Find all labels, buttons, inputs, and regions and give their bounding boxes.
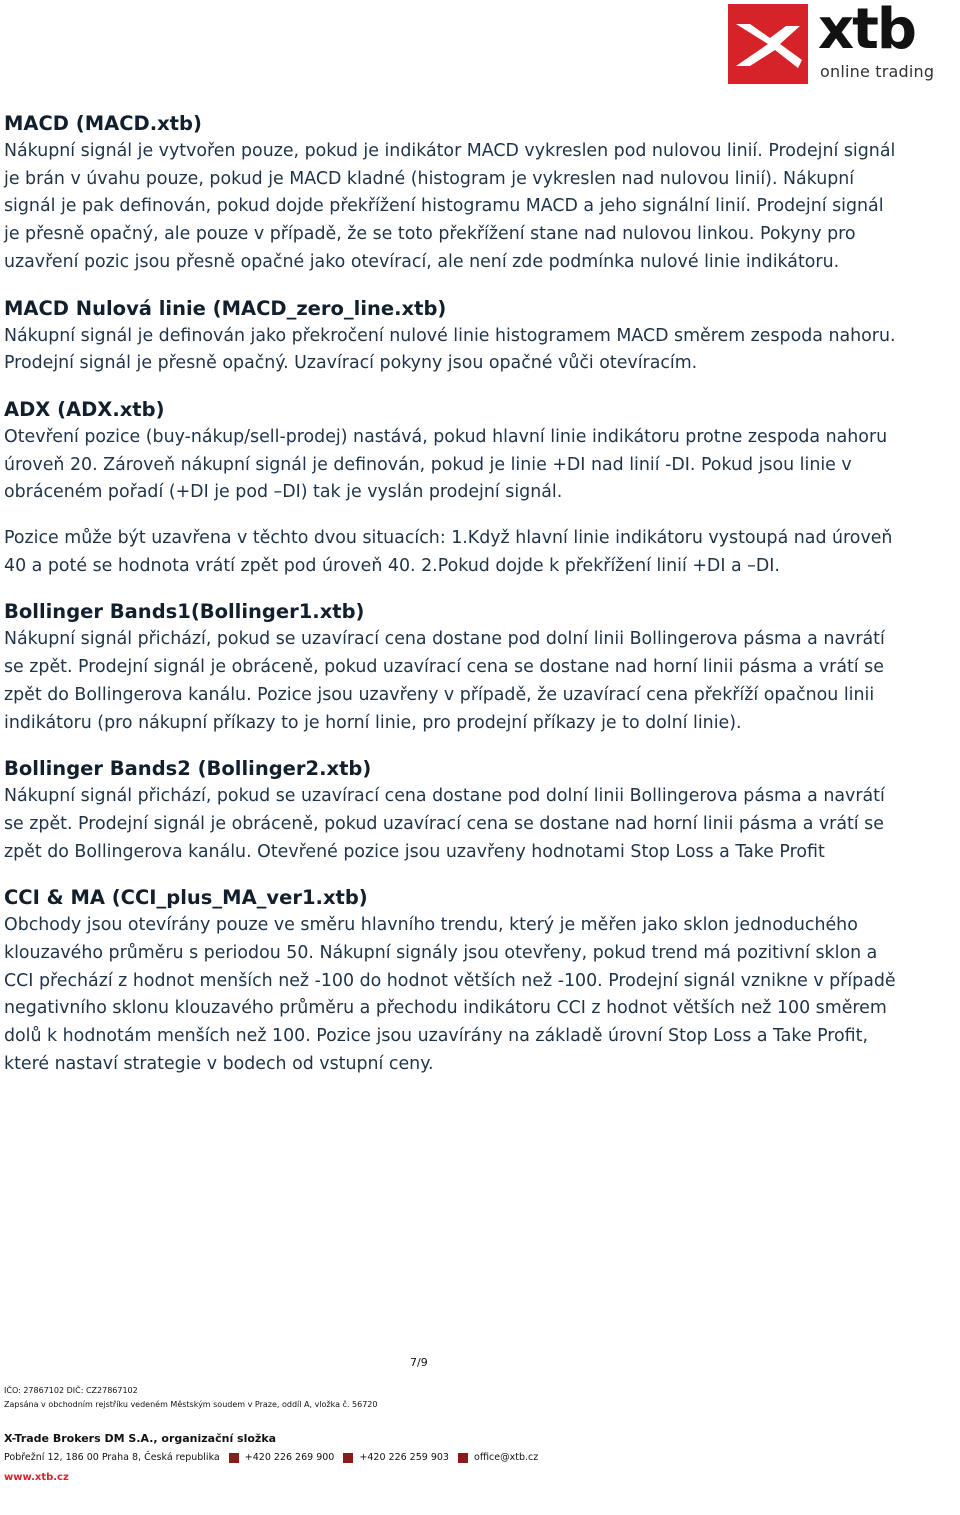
- section-paragraph: Nákupní signál je definován jako překročení nulové linie histogramem MACD směrem zespoda nahoru. Prodejní signál je přesně opačný. Uzavírací pokyny jsou opačné vůči otevíracím.: [4, 325, 896, 374]
- logo-wordmark: xtb: [818, 0, 915, 62]
- section-paragraph: Nákupní signál je vytvořen pouze, pokud je indikátor MACD vykreslen pod nulovou linií. Prodejní signál je brán v úvahu pouze, pokud je MACD kladné (histogram je vykreslen nad nulovou linií). Nákupní signál je pak definován, pokud dojde překřížení histogramu MACD a jeho signální linií. Prodejní signál je přesně opačný, ale pouze v případě, že se toto překřížení stane nad nulovou linkou. Pokyny pro uzavření pozic jsou přesně opačné jako otevírací, ale není zde podmínka nulové linie indikátoru.: [4, 141, 896, 272]
- company-name: X-Trade Brokers DM S.A., organizační složka: [4, 1432, 277, 1445]
- section-title: MACD Nulová linie (MACD_zero_line.xtb): [4, 296, 447, 320]
- fax-icon: [343, 1453, 353, 1463]
- section-macd: [4, 110, 904, 277]
- website-link[interactable]: www.xtb.cz: [4, 1472, 69, 1483]
- section-adx: [4, 396, 904, 581]
- email-icon: [458, 1453, 468, 1463]
- company-register: Zapsána v obchodním rejstříku vedeném Městským soudem v Praze, oddíl A, vložka č. 56720: [4, 1400, 378, 1409]
- section-title: CCI & MA (CCI_plus_MA_ver1.xtb): [4, 886, 368, 910]
- section-title: ADX (ADX.xtb): [4, 397, 165, 421]
- section-bollinger2: [4, 755, 904, 866]
- section-paragraph: Nákupní signál přichází, pokud se uzavírací cena dostane pod dolní linii Bollingerova pásma a navrátí se zpět. Prodejní signál je obráceně, pokud uzavírací cena se dostane nad horní linii pásma a vrátí se zpět do Bollingerova kanálu. Pozice jsou uzavřeny v případě, že uzavírací cena překříží opačnou linii indikátoru (pro nákupní příkazy to je horní linie, pro prodejní příkazy je to dolní linie).: [4, 629, 885, 733]
- phone: +420 226 269 900: [244, 1452, 335, 1463]
- address: Pobřežní 12, 186 00 Praha 8, Česká republika: [4, 1452, 220, 1463]
- section-title: Bollinger Bands2 (Bollinger2.xtb): [4, 757, 372, 781]
- section-paragraph: Pozice může být uzavřena v těchto dvou situacích: 1.Když hlavní linie indikátoru vystoupá nad úroveň 40 a poté se hodnota vrátí zpět pod úroveň 40. 2.Pokud dojde k překřížení linií +DI a –DI.: [4, 528, 893, 576]
- section-title: Bollinger Bands1(Bollinger1.xtb): [4, 600, 365, 624]
- xtb-logo: [728, 0, 938, 84]
- section-paragraph: Obchody jsou otevírány pouze ve směru hlavního trendu, který je měřen jako sklon jednoduchého klouzavého průměru s periodou 50. Nákupní signály jsou otevřeny, pokud trend má pozitivní sklon a CCI přechází z hodnot menších než -100 do hodnot větších než -100. Prodejní signál vznikne v případě negativního sklonu klouzavého průměru a přechodu indikátoru CCI z hodnot větších než 100 směrem dolů k hodnotám menších než 100. Pozice jsou uzavírány na základě úrovní Stop Loss a Take Profit, které nastaví strategie v bodech od vstupní ceny.: [4, 915, 896, 1074]
- phone-icon: [229, 1453, 239, 1463]
- page-number: 7/9: [410, 1356, 428, 1369]
- section-title: MACD (MACD.xtb): [4, 112, 202, 135]
- section-paragraph: Nákupní signál přichází, pokud se uzavírací cena dostane pod dolní linii Bollingerova pásma a navrátí se zpět. Prodejní signál je obráceně, pokud uzavírací cena se dostane nad horní linii pásma a vrátí se zpět do Bollingerova kanálu. Otevřené pozice jsou uzavřeny hodnotami Stop Loss a Take Profit: [4, 786, 885, 862]
- company-ids: IČO: 27867102 DIČ: CZ27867102: [4, 1386, 138, 1395]
- section-cci-ma: [4, 884, 904, 1078]
- logo-tagline: online trading: [820, 62, 935, 81]
- section-bollinger1: [4, 598, 904, 737]
- section-macd-zero-line: [4, 295, 904, 378]
- xtb-logo-mark-icon: [728, 4, 808, 84]
- email-link[interactable]: office@xtb.cz: [474, 1452, 539, 1463]
- fax: +420 226 259 903: [359, 1452, 449, 1463]
- section-paragraph: Otevření pozice (buy-nákup/sell-prodej) nastává, pokud hlavní linie indikátoru protne zespoda nahoru úroveň 20. Zároveň nákupní signál je definován, pokud je linie +DI nad linií -DI. Pokud jsou linie v obráceném pořadí (+DI je pod –DI) tak je vyslán prodejní signál.: [4, 426, 888, 503]
- document-body: [4, 110, 904, 1097]
- company-contact: [4, 1452, 538, 1463]
